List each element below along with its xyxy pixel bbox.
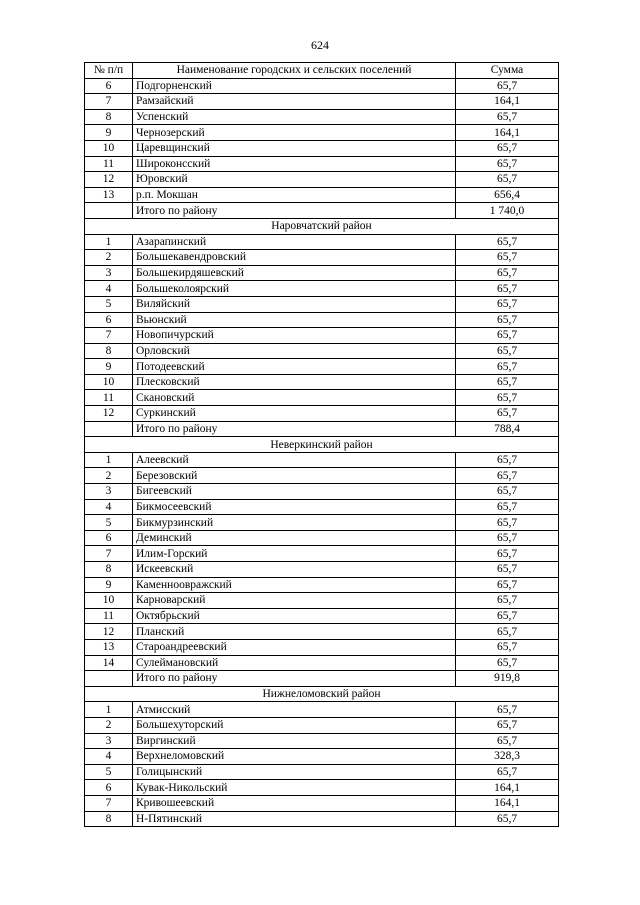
district-title: Неверкинский район — [85, 437, 559, 453]
settlement-name: Юровский — [133, 172, 456, 188]
table-row — [85, 577, 559, 593]
settlement-name: Сулеймановский — [133, 655, 456, 671]
table-row — [85, 452, 559, 468]
row-sum: 65,7 — [456, 452, 559, 468]
settlement-name: Большекавендровский — [133, 250, 456, 266]
row-sum: 328,3 — [456, 749, 559, 765]
row-number: 7 — [85, 94, 133, 110]
table-row — [85, 546, 559, 562]
row-number: 2 — [85, 250, 133, 266]
row-number: 9 — [85, 359, 133, 375]
row-number: 6 — [85, 78, 133, 94]
district-header-row — [85, 437, 559, 453]
total-number-empty — [85, 203, 133, 219]
row-sum: 65,7 — [456, 546, 559, 562]
row-sum: 65,7 — [456, 390, 559, 406]
row-number: 10 — [85, 593, 133, 609]
table-row — [85, 795, 559, 811]
row-number: 1 — [85, 234, 133, 250]
table-row — [85, 328, 559, 344]
row-sum: 65,7 — [456, 343, 559, 359]
row-number: 7 — [85, 328, 133, 344]
row-sum: 65,7 — [456, 717, 559, 733]
table-row — [85, 717, 559, 733]
row-sum: 65,7 — [456, 312, 559, 328]
table-row — [85, 811, 559, 827]
row-number: 14 — [85, 655, 133, 671]
row-number: 1 — [85, 702, 133, 718]
settlement-name: Большекирдяшевский — [133, 265, 456, 281]
district-header-row — [85, 686, 559, 702]
row-sum: 164,1 — [456, 780, 559, 796]
settlement-name: Деминский — [133, 530, 456, 546]
table-row — [85, 562, 559, 578]
settlement-name: Виляйский — [133, 296, 456, 312]
table-row — [85, 187, 559, 203]
row-sum: 65,7 — [456, 733, 559, 749]
table-row — [85, 593, 559, 609]
row-sum: 65,7 — [456, 468, 559, 484]
table-row — [85, 484, 559, 500]
settlement-name: Суркинский — [133, 406, 456, 422]
total-row — [85, 203, 559, 219]
table-row — [85, 530, 559, 546]
row-number: 6 — [85, 780, 133, 796]
row-sum: 65,7 — [456, 406, 559, 422]
row-sum: 65,7 — [456, 530, 559, 546]
table-row — [85, 125, 559, 141]
table-row — [85, 468, 559, 484]
settlement-name: р.п. Мокшан — [133, 187, 456, 203]
row-number: 3 — [85, 733, 133, 749]
row-sum: 164,1 — [456, 795, 559, 811]
row-sum: 65,7 — [456, 655, 559, 671]
settlement-name: Большехуторский — [133, 717, 456, 733]
row-number: 3 — [85, 484, 133, 500]
row-number: 7 — [85, 795, 133, 811]
row-number: 3 — [85, 265, 133, 281]
settlement-name: Потодеевский — [133, 359, 456, 375]
row-number: 5 — [85, 296, 133, 312]
row-sum: 65,7 — [456, 639, 559, 655]
settlement-name: Новопичурский — [133, 328, 456, 344]
settlement-name: Атмисский — [133, 702, 456, 718]
row-sum: 65,7 — [456, 702, 559, 718]
settlement-name: Каменноовражский — [133, 577, 456, 593]
table-row — [85, 406, 559, 422]
header-sum: Сумма — [456, 63, 559, 79]
settlement-name: Плесковский — [133, 374, 456, 390]
settlement-name: Н-Пятинский — [133, 811, 456, 827]
total-sum: 919,8 — [456, 671, 559, 687]
row-sum: 65,7 — [456, 593, 559, 609]
table-row — [85, 390, 559, 406]
row-number: 12 — [85, 624, 133, 640]
row-sum: 65,7 — [456, 499, 559, 515]
settlement-name: Бигеевский — [133, 484, 456, 500]
row-sum: 65,7 — [456, 156, 559, 172]
table-row — [85, 109, 559, 125]
settlement-name: Березовский — [133, 468, 456, 484]
table-row — [85, 499, 559, 515]
row-number: 12 — [85, 172, 133, 188]
settlement-name: Подгорненский — [133, 78, 456, 94]
table-row — [85, 702, 559, 718]
row-sum: 65,7 — [456, 78, 559, 94]
row-sum: 65,7 — [456, 515, 559, 531]
table-row — [85, 296, 559, 312]
table-row — [85, 780, 559, 796]
row-sum: 65,7 — [456, 281, 559, 297]
row-number: 2 — [85, 468, 133, 484]
district-title: Нижнеломовский район — [85, 686, 559, 702]
settlement-name: Бикмосеевский — [133, 499, 456, 515]
row-number: 13 — [85, 639, 133, 655]
row-sum: 65,7 — [456, 328, 559, 344]
page-number: 624 — [311, 38, 329, 52]
table-header-row — [85, 63, 559, 79]
table-row — [85, 156, 559, 172]
row-sum: 65,7 — [456, 250, 559, 266]
settlements-table — [84, 62, 559, 827]
settlement-name: Алеевский — [133, 452, 456, 468]
table-row — [85, 140, 559, 156]
settlement-name: Широконсский — [133, 156, 456, 172]
table-row — [85, 624, 559, 640]
row-number: 11 — [85, 390, 133, 406]
total-sum: 1 740,0 — [456, 203, 559, 219]
row-number: 5 — [85, 764, 133, 780]
row-sum: 65,7 — [456, 577, 559, 593]
table-row — [85, 374, 559, 390]
row-number: 8 — [85, 811, 133, 827]
total-number-empty — [85, 421, 133, 437]
row-number: 11 — [85, 156, 133, 172]
settlement-name: Чернозерский — [133, 125, 456, 141]
table-row — [85, 359, 559, 375]
row-sum: 65,7 — [456, 296, 559, 312]
table-row — [85, 655, 559, 671]
row-sum: 164,1 — [456, 125, 559, 141]
settlement-name: Вьюнский — [133, 312, 456, 328]
table-row — [85, 94, 559, 110]
table-row — [85, 234, 559, 250]
row-number: 1 — [85, 452, 133, 468]
row-number: 12 — [85, 406, 133, 422]
row-sum: 65,7 — [456, 811, 559, 827]
table-row — [85, 250, 559, 266]
row-sum: 65,7 — [456, 484, 559, 500]
total-number-empty — [85, 671, 133, 687]
row-number: 4 — [85, 281, 133, 297]
table-row — [85, 515, 559, 531]
row-number: 9 — [85, 125, 133, 141]
row-number: 4 — [85, 749, 133, 765]
row-number: 5 — [85, 515, 133, 531]
row-sum: 65,7 — [456, 265, 559, 281]
settlement-name: Карноварский — [133, 593, 456, 609]
row-number: 8 — [85, 343, 133, 359]
row-sum: 65,7 — [456, 608, 559, 624]
table-row — [85, 343, 559, 359]
settlement-name: Успенский — [133, 109, 456, 125]
row-number: 7 — [85, 546, 133, 562]
settlement-name: Скановский — [133, 390, 456, 406]
settlement-name: Кривошеевский — [133, 795, 456, 811]
total-row — [85, 421, 559, 437]
row-sum: 65,7 — [456, 172, 559, 188]
settlement-name: Рамзайский — [133, 94, 456, 110]
row-sum: 65,7 — [456, 140, 559, 156]
settlement-name: Царевщинский — [133, 140, 456, 156]
table-row — [85, 608, 559, 624]
row-number: 9 — [85, 577, 133, 593]
settlement-name: Староандреевский — [133, 639, 456, 655]
row-number: 6 — [85, 530, 133, 546]
settlement-name: Большеколоярский — [133, 281, 456, 297]
row-sum: 65,7 — [456, 624, 559, 640]
row-number: 10 — [85, 374, 133, 390]
settlement-name: Октябрьский — [133, 608, 456, 624]
total-row — [85, 671, 559, 687]
total-label: Итого по району — [133, 203, 456, 219]
table-row — [85, 749, 559, 765]
table-row — [85, 265, 559, 281]
settlement-name: Кувак-Никольский — [133, 780, 456, 796]
row-sum: 65,7 — [456, 109, 559, 125]
table-row — [85, 764, 559, 780]
settlement-name: Искеевский — [133, 562, 456, 578]
row-number: 11 — [85, 608, 133, 624]
header-number: № п/п — [85, 63, 133, 79]
table-row — [85, 172, 559, 188]
settlement-name: Виргинский — [133, 733, 456, 749]
table-row — [85, 639, 559, 655]
row-number: 13 — [85, 187, 133, 203]
table-row — [85, 733, 559, 749]
row-number: 10 — [85, 140, 133, 156]
row-sum: 656,4 — [456, 187, 559, 203]
total-sum: 788,4 — [456, 421, 559, 437]
total-label: Итого по району — [133, 421, 456, 437]
settlement-name: Верхнеломовский — [133, 749, 456, 765]
settlement-name: Планский — [133, 624, 456, 640]
settlement-name: Илим-Горский — [133, 546, 456, 562]
row-number: 8 — [85, 109, 133, 125]
settlement-name: Азарапинский — [133, 234, 456, 250]
district-title: Наровчатский район — [85, 218, 559, 234]
table-body — [85, 78, 559, 827]
row-number: 4 — [85, 499, 133, 515]
row-number: 6 — [85, 312, 133, 328]
row-number: 2 — [85, 717, 133, 733]
row-sum: 65,7 — [456, 374, 559, 390]
table-row — [85, 78, 559, 94]
settlement-name: Орловский — [133, 343, 456, 359]
table-row — [85, 312, 559, 328]
district-header-row — [85, 218, 559, 234]
header-name: Наименование городских и сельских поселений — [133, 63, 456, 79]
total-label: Итого по району — [133, 671, 456, 687]
settlement-name: Голицынский — [133, 764, 456, 780]
table-row — [85, 281, 559, 297]
row-sum: 65,7 — [456, 562, 559, 578]
settlement-name: Бикмурзинский — [133, 515, 456, 531]
row-sum: 65,7 — [456, 359, 559, 375]
row-sum: 65,7 — [456, 764, 559, 780]
row-number: 8 — [85, 562, 133, 578]
row-sum: 65,7 — [456, 234, 559, 250]
row-sum: 164,1 — [456, 94, 559, 110]
